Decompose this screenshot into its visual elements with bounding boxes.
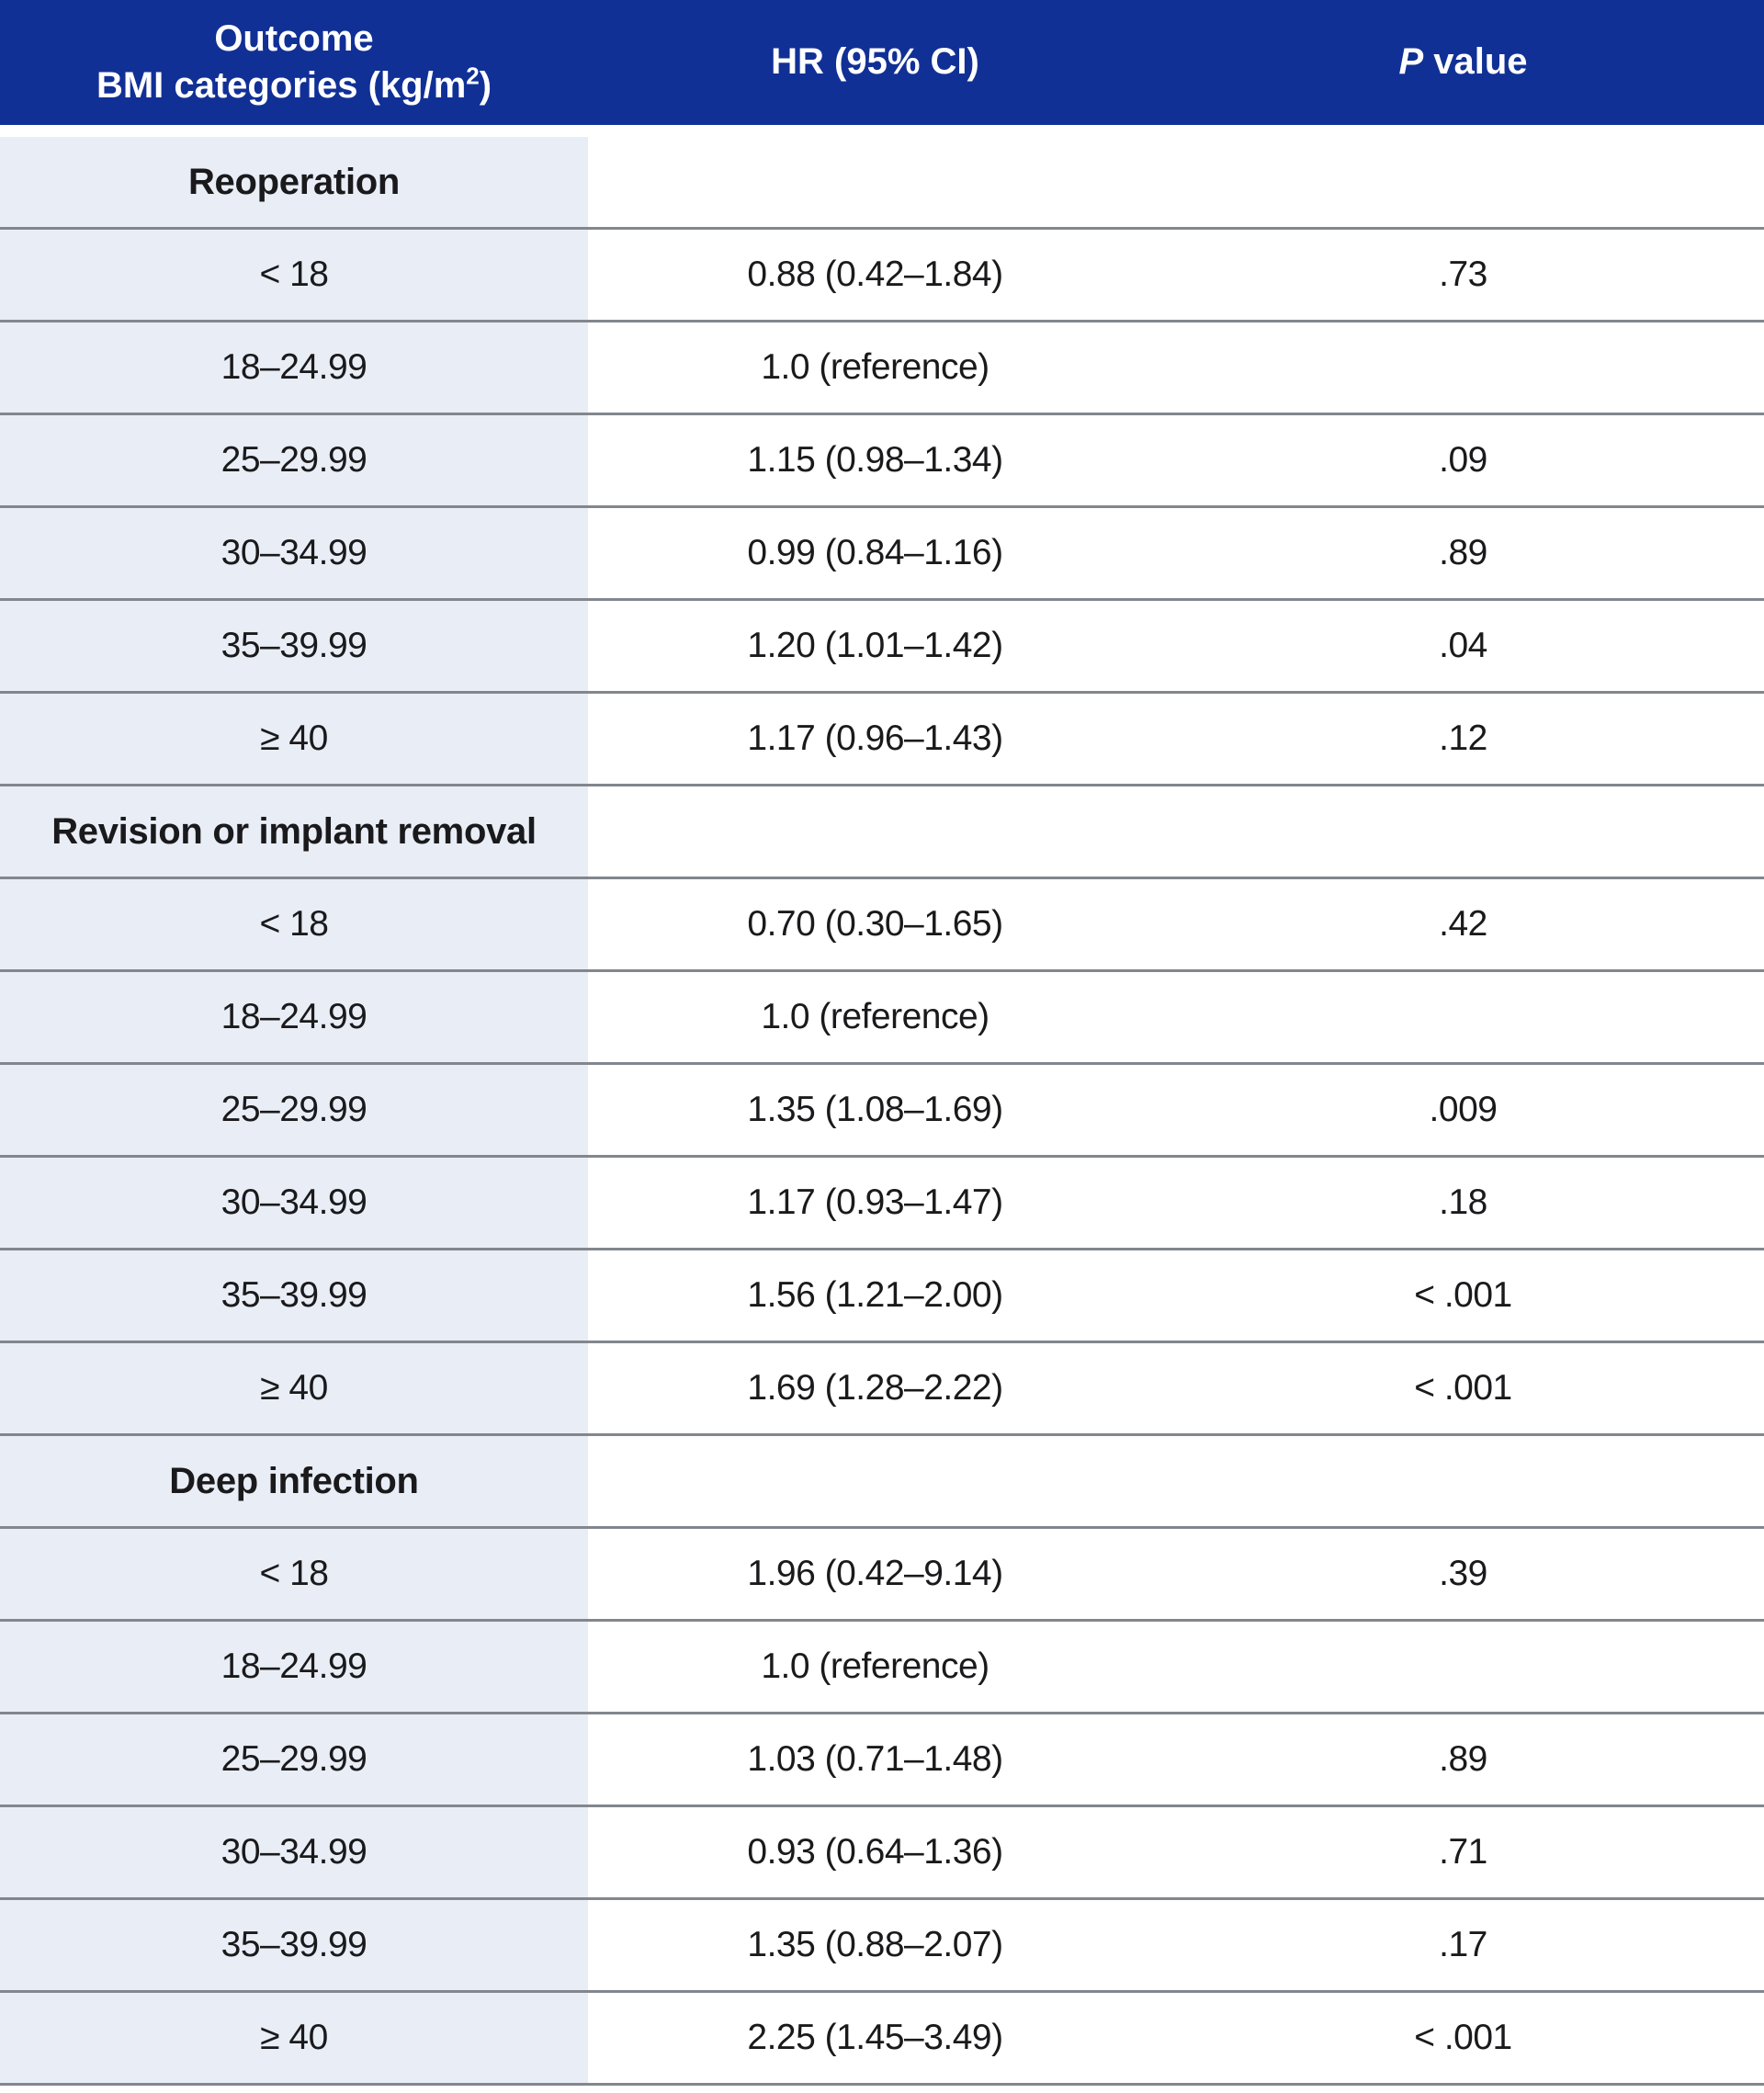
bmi-category-cell: ≥ 40 xyxy=(0,694,588,784)
hr-value-cell: 0.99 (0.84–1.16) xyxy=(588,508,1162,598)
table-row xyxy=(0,1900,1764,1993)
p-value-cell: .12 xyxy=(1162,694,1764,784)
outcome-header-line1: Outcome xyxy=(214,17,374,59)
bmi-category-cell: 35–39.99 xyxy=(0,1250,588,1341)
table-row xyxy=(0,1714,1764,1807)
section-header-row xyxy=(0,1436,1764,1529)
table-row xyxy=(0,1807,1764,1900)
p-value-cell xyxy=(1162,322,1764,413)
hr-value-cell: 1.17 (0.93–1.47) xyxy=(588,1158,1162,1248)
section-header-row xyxy=(0,137,1764,230)
bmi-category-cell: ≥ 40 xyxy=(0,1343,588,1433)
p-value-cell: .009 xyxy=(1162,1065,1764,1155)
hr-ci-header-label: HR (95% CI) xyxy=(771,41,979,83)
p-value-cell: .09 xyxy=(1162,415,1764,505)
empty-pvalue-cell xyxy=(1162,137,1764,227)
hr-value-cell: 1.20 (1.01–1.42) xyxy=(588,601,1162,691)
bmi-category-cell: 30–34.99 xyxy=(0,1807,588,1897)
column-header-outcome-bmi xyxy=(0,16,588,109)
table-row xyxy=(0,1993,1764,2086)
bmi-category-cell: 25–29.99 xyxy=(0,1714,588,1805)
table-row xyxy=(0,1343,1764,1436)
p-value-cell: < .001 xyxy=(1162,1343,1764,1433)
table-row xyxy=(0,322,1764,415)
hr-value-cell: 1.35 (1.08–1.69) xyxy=(588,1065,1162,1155)
section-title-cell: Reoperation xyxy=(0,137,588,227)
section-title-cell: Deep infection xyxy=(0,1436,588,1526)
table-row xyxy=(0,1065,1764,1158)
column-header-pvalue xyxy=(1162,39,1764,85)
p-value-cell: < .001 xyxy=(1162,1250,1764,1341)
hr-value-cell: 0.93 (0.64–1.36) xyxy=(588,1807,1162,1897)
table-row xyxy=(0,972,1764,1065)
p-value-cell: .89 xyxy=(1162,1714,1764,1805)
bmi-header-line2-close: ) xyxy=(479,65,492,106)
hr-value-cell: 1.96 (0.42–9.14) xyxy=(588,1529,1162,1619)
p-value-cell: .71 xyxy=(1162,1807,1764,1897)
hr-value-cell: 1.56 (1.21–2.00) xyxy=(588,1250,1162,1341)
hr-value-cell: 0.70 (0.30–1.65) xyxy=(588,879,1162,969)
bmi-header-superscript: 2 xyxy=(466,62,480,90)
table-row xyxy=(0,508,1764,601)
section-header-row xyxy=(0,786,1764,879)
p-value-cell: < .001 xyxy=(1162,1993,1764,2083)
bmi-category-cell: 35–39.99 xyxy=(0,601,588,691)
hr-value-cell: 1.0 (reference) xyxy=(588,1622,1162,1712)
table-row xyxy=(0,694,1764,786)
empty-hr-cell xyxy=(588,1436,1162,1526)
table-row xyxy=(0,601,1764,694)
empty-pvalue-cell xyxy=(1162,1436,1764,1526)
hr-value-cell: 1.15 (0.98–1.34) xyxy=(588,415,1162,505)
bmi-category-cell: < 18 xyxy=(0,230,588,320)
hr-value-cell: 1.0 (reference) xyxy=(588,322,1162,413)
p-value-cell: .73 xyxy=(1162,230,1764,320)
p-value-cell: .42 xyxy=(1162,879,1764,969)
table-header-row xyxy=(0,0,1764,125)
table-row xyxy=(0,1622,1764,1714)
hr-value-cell: 1.69 (1.28–2.22) xyxy=(588,1343,1162,1433)
p-value-cell xyxy=(1162,972,1764,1062)
table-row xyxy=(0,1158,1764,1250)
empty-hr-cell xyxy=(588,786,1162,877)
pvalue-header-rest: value xyxy=(1423,41,1528,83)
p-value-cell: .18 xyxy=(1162,1158,1764,1248)
hr-value-cell: 1.03 (0.71–1.48) xyxy=(588,1714,1162,1805)
hr-value-cell: 1.17 (0.96–1.43) xyxy=(588,694,1162,784)
bmi-category-cell: < 18 xyxy=(0,1529,588,1619)
table-row xyxy=(0,415,1764,508)
empty-hr-cell xyxy=(588,137,1162,227)
hr-value-cell: 1.35 (0.88–2.07) xyxy=(588,1900,1162,1990)
header-body-gap xyxy=(0,125,1764,137)
p-value-cell: .89 xyxy=(1162,508,1764,598)
bmi-category-cell: 25–29.99 xyxy=(0,1065,588,1155)
column-header-hr-ci xyxy=(588,39,1162,85)
section-title-cell: Revision or implant removal xyxy=(0,786,588,877)
p-value-cell: .39 xyxy=(1162,1529,1764,1619)
pvalue-header-p: P xyxy=(1398,41,1424,83)
p-value-cell xyxy=(1162,1622,1764,1712)
bmi-category-cell: 18–24.99 xyxy=(0,322,588,413)
bmi-category-cell: 35–39.99 xyxy=(0,1900,588,1990)
table-row xyxy=(0,1250,1764,1343)
table-row xyxy=(0,230,1764,322)
table-row xyxy=(0,879,1764,972)
bmi-category-cell: 18–24.99 xyxy=(0,972,588,1062)
bmi-category-cell: < 18 xyxy=(0,879,588,969)
bmi-category-cell: 18–24.99 xyxy=(0,1622,588,1712)
hr-value-cell: 1.0 (reference) xyxy=(588,972,1162,1062)
p-value-cell: .17 xyxy=(1162,1900,1764,1990)
table-row xyxy=(0,1529,1764,1622)
p-value-cell: .04 xyxy=(1162,601,1764,691)
table-body xyxy=(0,137,1764,2086)
bmi-category-cell: 30–34.99 xyxy=(0,1158,588,1248)
bmi-header-line2: BMI categories (kg/m xyxy=(96,65,467,106)
bmi-category-cell: ≥ 40 xyxy=(0,1993,588,2083)
hr-value-cell: 0.88 (0.42–1.84) xyxy=(588,230,1162,320)
hr-value-cell: 2.25 (1.45–3.49) xyxy=(588,1993,1162,2083)
bmi-category-cell: 25–29.99 xyxy=(0,415,588,505)
bmi-category-cell: 30–34.99 xyxy=(0,508,588,598)
empty-pvalue-cell xyxy=(1162,786,1764,877)
